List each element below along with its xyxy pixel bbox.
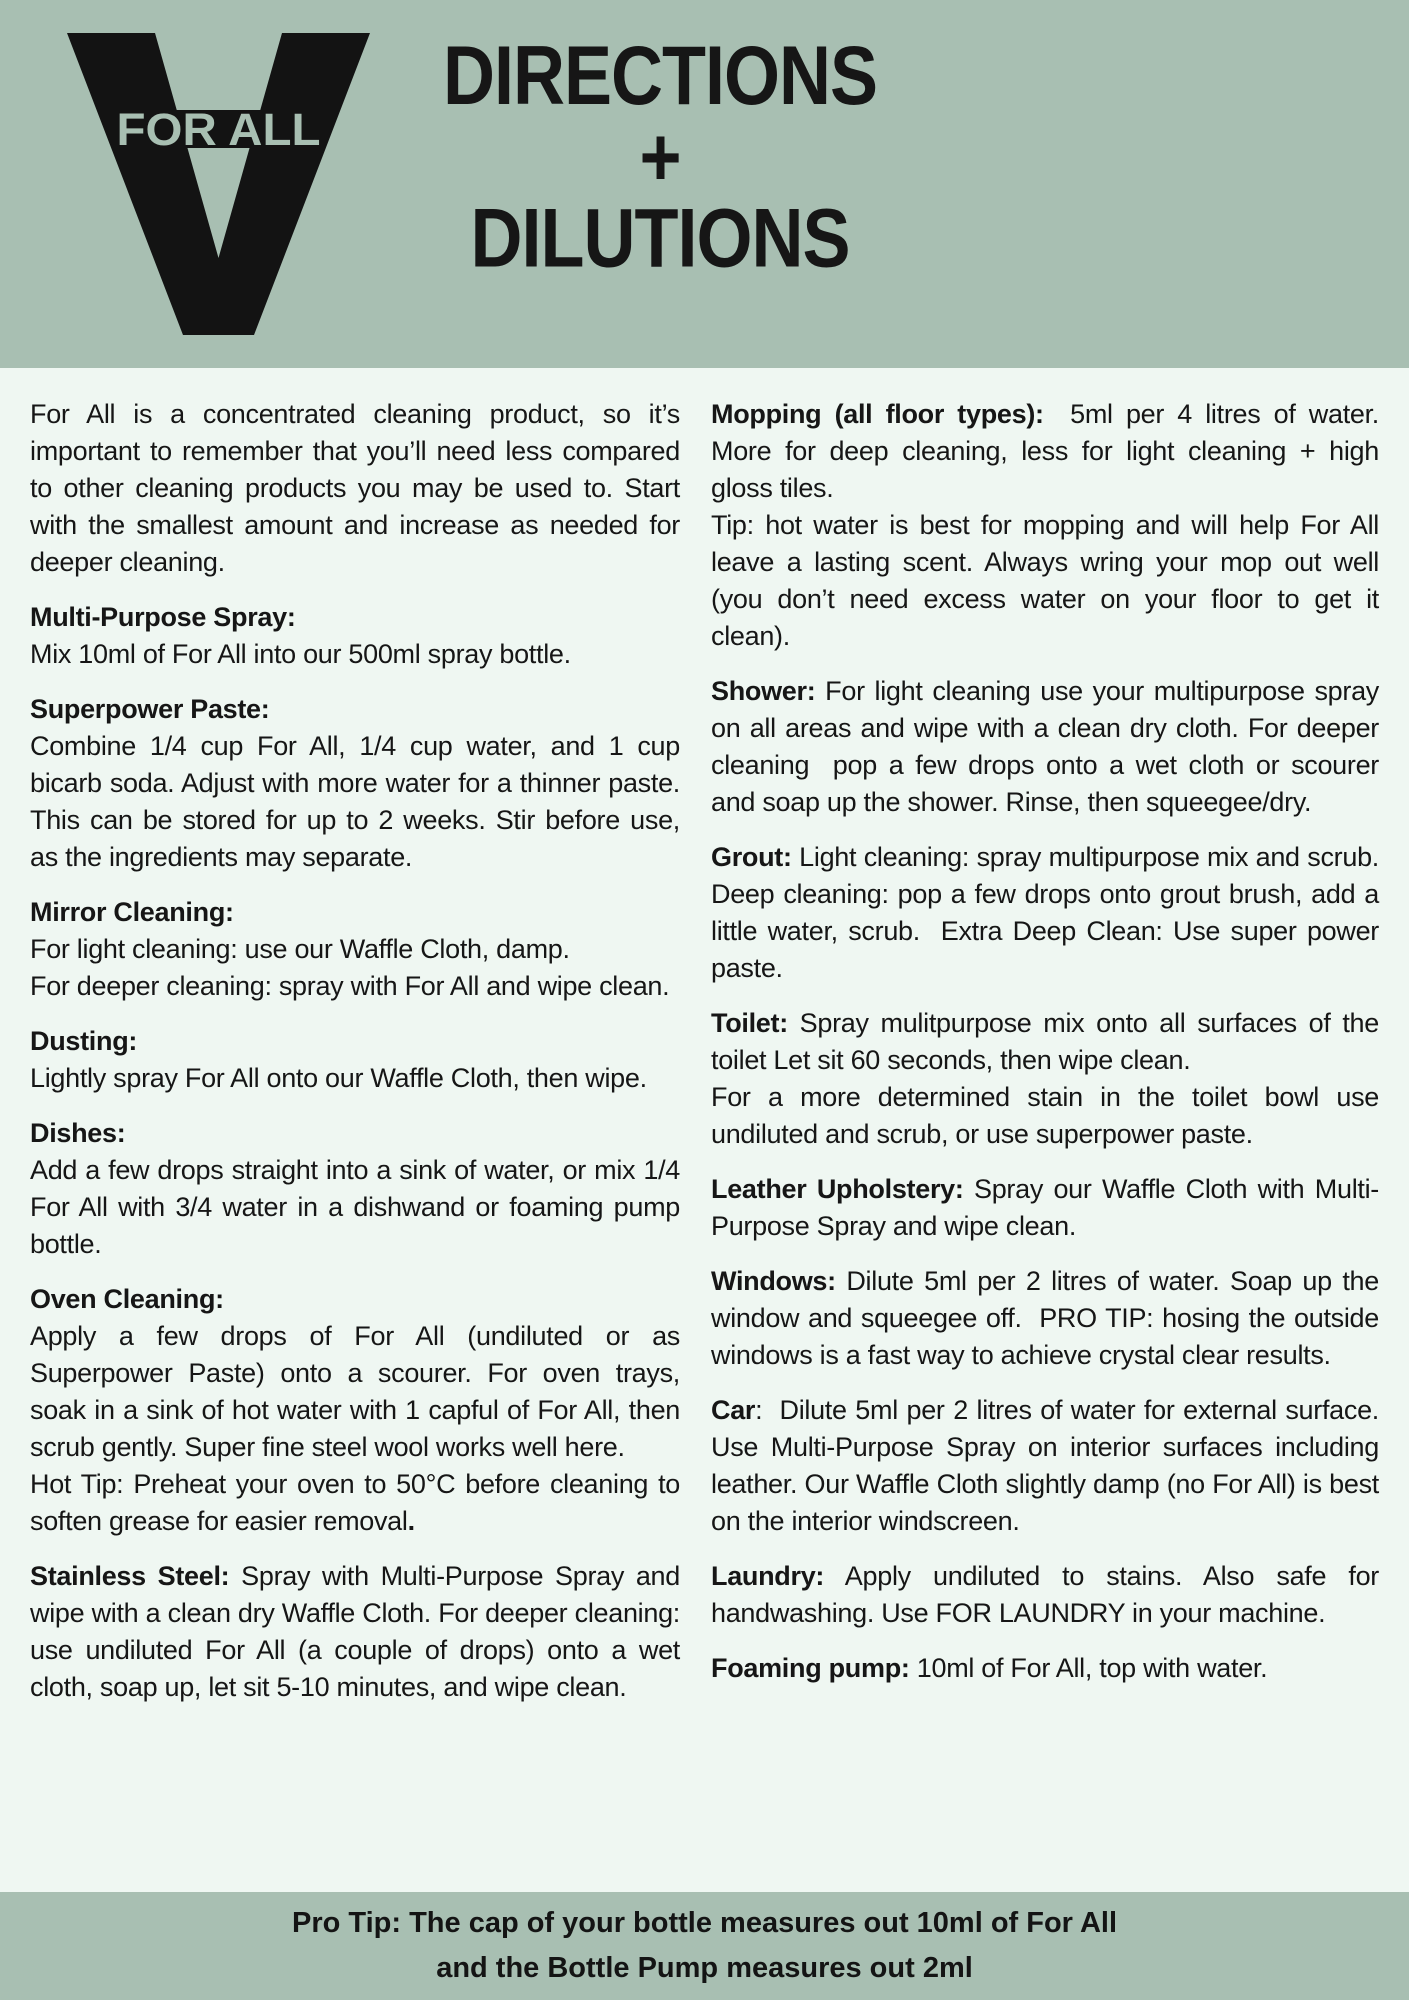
body-text: Mix 10ml of For All into our 500ml spray bottle. — [30, 639, 571, 669]
paragraph — [711, 507, 1379, 655]
paragraph — [711, 1558, 1379, 1632]
body-text: Tip: hot water is best for mopping and will help For All leave a lasting scent. Always wring your mop out well (you don’t need excess water on your floor to get it clean). — [711, 510, 1379, 651]
section-heading-text: Superpower Paste: — [30, 694, 270, 724]
paragraph — [711, 1263, 1379, 1374]
body-text: Apply a few drops of For All (undiluted or as Superpower Paste) onto a scourer. For oven trays, soak in a sink of hot water with 1 capful of For All, then scrub gently. Super fine steel wool works well here. — [30, 1321, 680, 1462]
paragraph — [30, 396, 680, 581]
paragraph — [30, 636, 680, 673]
instruction-section — [711, 1005, 1379, 1153]
paragraph — [30, 1558, 680, 1706]
body-text: Combine 1/4 cup For All, 1/4 cup water, and 1 cup bicarb soda. Adjust with more water for a thinner paste. This can be stored for up to 2 weeks. Stir before use, as the ingredients may separate. — [30, 731, 680, 872]
title-plus-sign: + — [639, 111, 681, 204]
body-text: For light cleaning: use our Waffle Cloth, damp. — [30, 934, 570, 964]
body-text: Apply undiluted to stains. Also safe for handwashing. Use FOR LAUNDRY in your machine. — [711, 1561, 1379, 1628]
instruction-section — [711, 1263, 1379, 1374]
instruction-section — [711, 1392, 1379, 1540]
body-text: 5ml per 4 litres of water. More for deep cleaning, less for light cleaning + high gloss tiles. — [711, 399, 1380, 503]
section-heading-text: Multi-Purpose Spray: — [30, 602, 296, 632]
section-heading-text: Foaming pump: — [711, 1653, 910, 1683]
paragraph — [30, 968, 680, 1005]
section-heading-text: Shower: — [711, 676, 816, 706]
body-text: For deeper cleaning: spray with For All and wipe clean. — [30, 971, 670, 1001]
header — [0, 0, 1409, 368]
section-heading-text: Grout: — [711, 842, 792, 872]
instruction-section — [711, 673, 1379, 821]
body-text: Spray with Multi-Purpose Spray and wipe with a clean dry Waffle Cloth. For deeper cleaning: use undiluted For All (a couple of drops) onto a wet cloth, soap up, let sit 5-10 minutes, and wipe clean. — [30, 1561, 680, 1702]
instruction-section — [711, 1171, 1379, 1245]
paragraph — [30, 599, 680, 636]
paragraph — [30, 1318, 680, 1466]
section-heading-text: Windows: — [711, 1266, 836, 1296]
paragraph — [30, 1115, 680, 1152]
section-heading-text: Dusting: — [30, 1026, 138, 1056]
paragraph — [711, 1650, 1379, 1687]
paragraph — [30, 931, 680, 968]
section-heading-text: Mopping (all floor types): — [711, 399, 1044, 429]
footer-protip-bar — [0, 1892, 1409, 2000]
section-heading-text: . — [407, 1506, 415, 1536]
paragraph — [30, 894, 680, 931]
section-heading-text: Leather Upholstery: — [711, 1174, 964, 1204]
body-text: Add a few drops straight into a sink of water, or mix 1/4 For All with 3/4 water in a dishwand or foaming pump bottle. — [30, 1155, 680, 1259]
footer-protip-line2: and the Bottle Pump measures out 2ml — [436, 1952, 973, 1984]
paragraph — [711, 396, 1379, 507]
instruction-section — [711, 839, 1379, 987]
instruction-section — [711, 1650, 1379, 1687]
left-column — [30, 396, 680, 1892]
paragraph — [711, 1171, 1379, 1245]
paragraph — [30, 1466, 680, 1540]
instruction-section — [30, 396, 680, 581]
paragraph — [30, 691, 680, 728]
instruction-section — [30, 894, 680, 1005]
body-text: For All is a concentrated cleaning product, so it’s important to remember that you’ll need less compared to other cleaning products you may be used to. Start with the smallest amount and increase as needed for deeper cleaning. — [30, 399, 680, 577]
instruction-section — [30, 1281, 680, 1540]
body-text: Spray our Waffle Cloth with Multi-Purpose Spray and wipe clean. — [711, 1174, 1379, 1241]
section-heading-text: Mirror Cleaning: — [30, 897, 234, 927]
instruction-section — [30, 1115, 680, 1263]
section-heading-text: Stainless Steel: — [30, 1561, 230, 1591]
paragraph — [30, 1152, 680, 1263]
paragraph — [711, 1005, 1379, 1079]
body-text: Light cleaning: spray multipurpose mix and scrub. Deep cleaning: pop a few drops onto grout brush, add a little water, scrub. Extra Deep Clean: Use super power paste. — [711, 842, 1379, 983]
body-text: Hot Tip: Preheat your oven to 50°C before cleaning to soften grease for easier removal — [30, 1469, 680, 1536]
instruction-section — [30, 1558, 680, 1706]
title-line-dilutions: DILUTIONS — [470, 192, 850, 286]
instruction-section — [30, 691, 680, 876]
paragraph — [30, 1060, 680, 1097]
body-text: For light cleaning use your multipurpose spray on all areas and wipe with a clean dry cloth. For deeper cleaning pop a few drops onto a wet cloth or scourer and soap up the shower. Rinse, then squeegee/dry. — [711, 676, 1379, 817]
paragraph — [30, 1023, 680, 1060]
paragraph — [711, 1392, 1379, 1540]
section-heading-text: Car — [711, 1395, 756, 1425]
footer-protip-line1: Pro Tip: The cap of your bottle measures out 10ml of For All — [292, 1907, 1117, 1939]
paragraph — [711, 673, 1379, 821]
paragraph — [711, 1079, 1379, 1153]
body-text: For a more determined stain in the toilet bowl use undiluted and scrub, or use superpower paste. — [711, 1082, 1379, 1149]
instruction-section — [711, 1558, 1379, 1632]
body-text: : Dilute 5ml per 2 litres of water for external surface. Use Multi-Purpose Spray on interior surfaces including leather. Our Waffle Cloth slightly damp (no For All) is best on the interior windscreen. — [711, 1395, 1379, 1536]
instruction-section — [30, 599, 680, 673]
paragraph — [711, 839, 1379, 987]
page-title — [300, 30, 1020, 285]
body-text: Spray mulitpurpose mix onto all surfaces of the toilet Let sit 60 seconds, then wipe clean. — [711, 1008, 1379, 1075]
title-line-directions: DIRECTIONS — [442, 30, 878, 123]
logo-brand-text: FOR ALL — [116, 104, 321, 155]
instruction-section — [711, 396, 1379, 655]
body-text: Lightly spray For All onto our Waffle Cloth, then wipe. — [30, 1063, 647, 1093]
section-heading-text: Oven Cleaning: — [30, 1284, 224, 1314]
right-column — [711, 396, 1379, 1892]
instruction-section — [30, 1023, 680, 1097]
body-text: Dilute 5ml per 2 litres of water. Soap up the window and squeegee off. PRO TIP: hosing the outside windows is a fast way to achieve crystal clear results. — [711, 1266, 1379, 1370]
content-body — [0, 368, 1409, 1892]
section-heading-text: Laundry: — [711, 1561, 825, 1591]
body-text: 10ml of For All, top with water. — [909, 1653, 1268, 1683]
section-heading-text: Toilet: — [711, 1008, 788, 1038]
section-heading-text: Dishes: — [30, 1118, 126, 1148]
paragraph — [30, 1281, 680, 1318]
paragraph — [30, 728, 680, 876]
